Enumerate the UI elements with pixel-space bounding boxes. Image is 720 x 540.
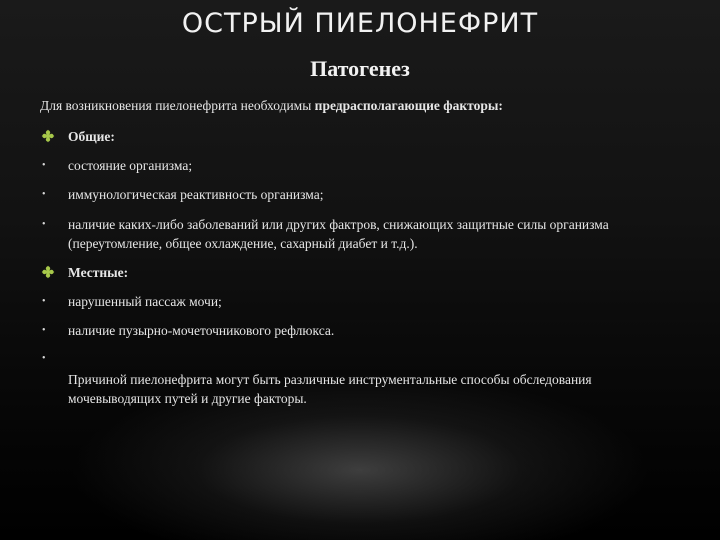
intro-bold: предрасполагающие факторы: [314,98,503,113]
diamond-suit-icon [41,265,61,284]
list-item-text: наличие каких-либо заболеваний или других фактров, снижающих защитные силы организма (переутомление, общее охлаждение, сахарный диабет и т.д.). [68,217,609,251]
list-item-text: иммунологическая реактивность организма; [68,187,324,202]
slide-title: ОСТРЫЙ ПИЕЛОНЕФРИТ [181,8,539,39]
bullet-icon: • [42,353,46,364]
list-item-text: наличие пузырно-мочеточникового рефлюкса. [68,323,335,338]
bullet-icon: • [42,219,46,230]
intro-text [40,98,680,114]
bullet-icon: • [42,189,46,200]
bullet-icon: • [42,325,46,336]
slide-subtitle: Патогенез [310,56,410,81]
bullet-icon: • [42,296,46,307]
diamond-suit-icon [41,129,61,148]
list-item-text: нарушенный пассаж мочи; [68,294,222,309]
general-heading: Общие: [68,129,115,144]
local-heading: Местные: [68,265,129,280]
final-note-text: Причиной пиелонефрита могут быть различные инструментальные способы обследования мочевыводящих путей и другие факторы. [68,372,592,406]
bullet-icon: • [42,160,46,171]
list-item-text: состояние организма; [68,158,193,173]
intro-prefix: Для возникновения пиелонефрита необходимы [40,98,315,113]
